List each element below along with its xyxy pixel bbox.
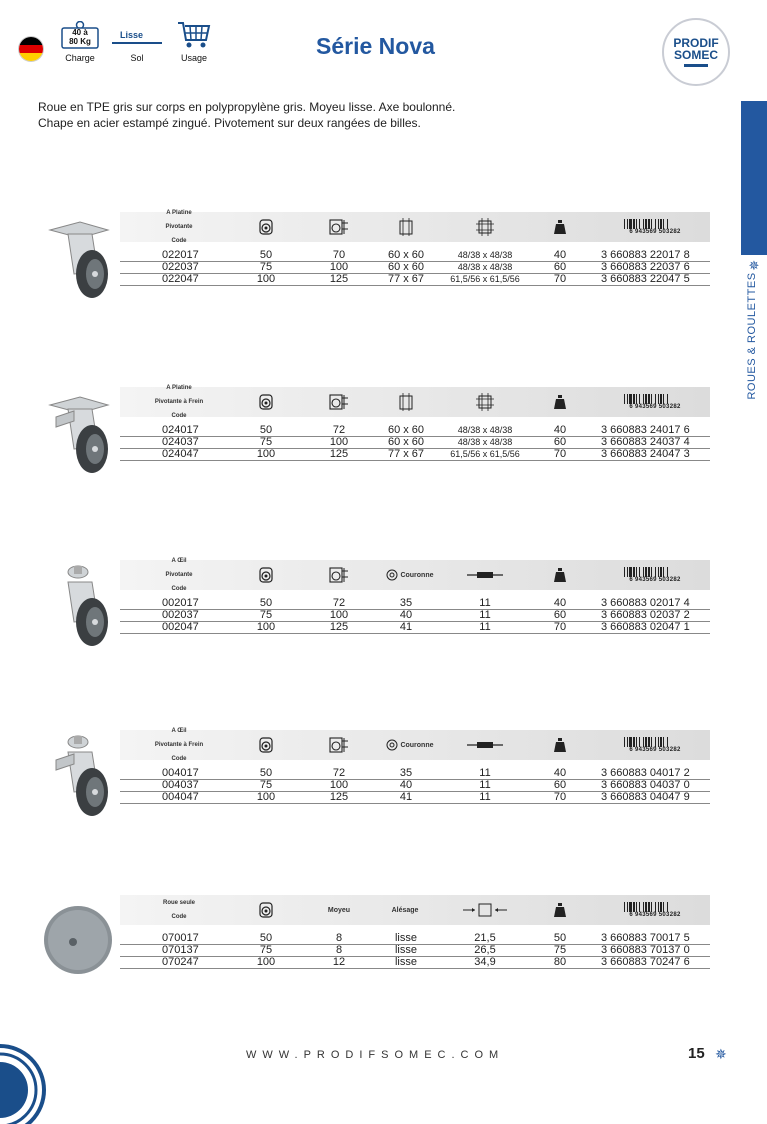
charge-label: Charge — [65, 53, 95, 63]
height-icon — [319, 560, 359, 590]
height-icon — [319, 212, 359, 242]
table-cell: 125 — [329, 273, 349, 285]
code-header-label: A Œil Pivotante à Frein Code — [154, 727, 204, 762]
table-row — [120, 448, 710, 460]
table-cell: 11 — [479, 609, 491, 621]
table-cell: 50 — [259, 424, 273, 436]
intro-text: Roue en TPE gris sur corps en polypropylène gris. Moyeu lisse. Axe boulonné. Chape en acier estampé zingué. Pivotement sur deux rangées de billes. — [38, 100, 456, 130]
table-cell: 61,5/56 x 61,5/56 — [450, 274, 520, 284]
table-cell: 070247 — [162, 956, 199, 968]
caster-image — [40, 212, 120, 302]
table-cell: 48/38 x 48/38 — [457, 437, 513, 447]
table-cell: 002047 — [162, 621, 199, 633]
table-cell: 60 — [553, 609, 567, 621]
table-header — [120, 727, 710, 762]
alesage-header: Alésage — [391, 906, 419, 914]
table-row — [120, 956, 710, 968]
wheel-diameter-icon — [246, 212, 286, 242]
table-cell: 48/38 x 48/38 — [457, 250, 513, 260]
table-cell: 070137 — [162, 944, 199, 956]
barcode-icon: 6 943569 503282 — [615, 387, 695, 417]
table-cell: 72 — [332, 597, 346, 609]
code-header-label: A Platine Pivotante à Frein Code — [154, 384, 204, 419]
product-block — [0, 209, 767, 302]
table-cell: 100 — [256, 956, 276, 968]
code-header-label: A Œil Pivotante Code — [165, 557, 193, 592]
table-cell: 40 — [553, 767, 567, 779]
table-row — [120, 791, 710, 803]
table-cell: 070017 — [162, 932, 199, 944]
height-icon — [319, 387, 359, 417]
table-cell: lisse — [394, 956, 417, 968]
table-cell: 100 — [329, 609, 349, 621]
caster-image — [40, 387, 120, 477]
table-cell: 11 — [479, 779, 491, 791]
table-cell: 80 — [553, 956, 567, 968]
footer-url[interactable]: WWW.PRODIFSOMEC.COM — [246, 1049, 505, 1061]
table-cell: 004037 — [162, 779, 199, 791]
table-row — [120, 932, 710, 944]
table-cell: 50 — [553, 932, 567, 944]
table-cell: 70 — [553, 273, 567, 285]
product-block — [0, 384, 767, 477]
table-row — [120, 273, 710, 285]
weight-icon — [540, 895, 580, 925]
table-cell: 75 — [259, 779, 273, 791]
table-cell: 35 — [399, 767, 413, 779]
row-divider — [120, 968, 710, 969]
table-cell: 70 — [553, 448, 567, 460]
table-cell: 11 — [479, 621, 491, 633]
weight-icon — [540, 560, 580, 590]
caster-image — [40, 730, 120, 820]
table-cell: 125 — [329, 448, 349, 460]
table-header — [120, 384, 710, 419]
table-cell: 100 — [256, 621, 276, 633]
wheel-icon: ✵ — [748, 258, 760, 273]
product-block — [0, 557, 767, 650]
axle-icon — [460, 560, 510, 590]
table-row — [120, 261, 710, 273]
axle-icon — [460, 730, 510, 760]
lisse-label: Lisse — [120, 30, 144, 40]
wheel-icon: ✵ — [715, 1046, 727, 1062]
table-cell: 004047 — [162, 791, 199, 803]
table-cell: 125 — [329, 621, 349, 633]
table-row — [120, 767, 710, 779]
table-cell: 48/38 x 48/38 — [457, 262, 513, 272]
table-cell: 002017 — [162, 597, 199, 609]
table-cell: 40 — [553, 424, 567, 436]
couronne-header: Couronne — [378, 730, 442, 760]
table-cell: 60 x 60 — [387, 436, 425, 448]
table-cell: 60 x 60 — [387, 261, 425, 273]
table-cell: 004017 — [162, 767, 199, 779]
table-row — [120, 779, 710, 791]
table-cell: 40 — [553, 597, 567, 609]
table-cell: 3 660883 22047 5 — [601, 273, 690, 285]
table-cell: 3 660883 22037 6 — [601, 261, 690, 273]
table-cell: 61,5/56 x 61,5/56 — [450, 449, 520, 459]
table-cell: 3 660883 70137 0 — [601, 944, 690, 956]
table-cell: 125 — [329, 791, 349, 803]
table-row — [120, 609, 710, 621]
table-cell: 50 — [259, 597, 273, 609]
table-row — [120, 249, 710, 261]
wheel-diameter-icon — [246, 387, 286, 417]
table-cell: 100 — [329, 436, 349, 448]
table-cell: 3 660883 70247 6 — [601, 956, 690, 968]
page-number: 15 — [688, 1045, 705, 1062]
barcode-icon: 6 943569 503282 — [615, 212, 695, 242]
table-cell: 8 — [335, 932, 343, 944]
product-block — [0, 727, 767, 820]
table-cell: 024037 — [162, 436, 199, 448]
table-cell: 3 660883 02047 1 — [601, 621, 690, 633]
table-cell: 70 — [553, 621, 567, 633]
table-cell: 70 — [553, 791, 567, 803]
table-row — [120, 621, 710, 633]
table-cell: 022047 — [162, 273, 199, 285]
table-cell: 3 660883 70017 5 — [601, 932, 690, 944]
row-divider — [120, 633, 710, 634]
table-cell: 11 — [479, 791, 491, 803]
table-cell: 12 — [332, 956, 346, 968]
hole-spacing-icon — [465, 387, 505, 417]
germany-flag-icon — [19, 37, 43, 61]
table-cell: 11 — [479, 597, 491, 609]
table-cell: 8 — [335, 944, 343, 956]
table-cell: lisse — [394, 944, 417, 956]
prodif-somec-logo: PRODIF SOMEC — [662, 18, 730, 86]
table-row — [120, 424, 710, 436]
product-block — [0, 895, 767, 985]
table-cell: 75 — [259, 609, 273, 621]
table-cell: 77 x 67 — [387, 448, 425, 460]
table-cell: 3 660883 02037 2 — [601, 609, 690, 621]
table-cell: 40 — [399, 609, 413, 621]
weight-icon — [540, 387, 580, 417]
table-cell: 100 — [329, 779, 349, 791]
table-cell: 41 — [399, 791, 413, 803]
page-title: Série Nova — [316, 33, 435, 59]
table-cell: 75 — [259, 261, 273, 273]
shopping-cart-icon — [176, 20, 212, 50]
table-cell: 60 x 60 — [387, 249, 425, 261]
table-cell: 3 660883 04047 9 — [601, 791, 690, 803]
plate-dimension-icon — [386, 387, 426, 417]
barcode-icon: 6 943569 503282 — [615, 895, 695, 925]
table-cell: 100 — [256, 791, 276, 803]
table-cell: 022037 — [162, 261, 199, 273]
table-cell: lisse — [394, 932, 417, 944]
table-cell: 75 — [259, 944, 273, 956]
table-cell: 11 — [479, 767, 491, 779]
table-header — [120, 895, 710, 925]
table-cell: 21,5 — [474, 932, 496, 944]
wheel-image — [40, 895, 120, 985]
table-cell: 70 — [332, 249, 346, 261]
wheel-diameter-icon — [246, 895, 286, 925]
table-cell: 75 — [259, 436, 273, 448]
floor-line-icon — [112, 42, 162, 44]
table-cell: 50 — [259, 249, 273, 261]
caster-image — [40, 560, 120, 650]
table-row — [120, 436, 710, 448]
barcode-icon: 6 943569 503282 — [615, 730, 695, 760]
wheel-diameter-icon — [246, 730, 286, 760]
table-cell: 50 — [259, 932, 273, 944]
table-cell: 60 — [553, 261, 567, 273]
table-cell: 60 x 60 — [387, 424, 425, 436]
plate-dimension-icon — [386, 212, 426, 242]
code-header-label: Roue seule Code — [162, 899, 195, 920]
table-cell: 26,5 — [474, 944, 496, 956]
table-header — [120, 209, 710, 244]
hole-spacing-icon — [465, 212, 505, 242]
usage-label: Usage — [180, 53, 207, 63]
table-cell: 100 — [329, 261, 349, 273]
table-cell: 50 — [259, 767, 273, 779]
table-cell: 3 660883 24037 4 — [601, 436, 690, 448]
weight-icon — [540, 730, 580, 760]
table-cell: 3 660883 24017 6 — [601, 424, 690, 436]
table-cell: 72 — [332, 767, 346, 779]
weight-icon — [540, 212, 580, 242]
table-cell: 3 660883 24047 3 — [601, 448, 690, 460]
table-cell: 48/38 x 48/38 — [457, 425, 513, 435]
table-cell: 024017 — [162, 424, 199, 436]
table-cell: 41 — [399, 621, 413, 633]
row-divider — [120, 460, 710, 461]
height-icon — [319, 730, 359, 760]
table-cell: 75 — [553, 944, 567, 956]
table-cell: 100 — [256, 273, 276, 285]
table-cell: 100 — [256, 448, 276, 460]
sol-label: Sol — [130, 53, 144, 63]
table-cell: 40 — [399, 779, 413, 791]
table-cell: 35 — [399, 597, 413, 609]
couronne-header: Couronne — [378, 560, 442, 590]
table-cell: 60 — [553, 436, 567, 448]
table-cell: 022017 — [162, 249, 199, 261]
table-cell: 77 x 67 — [387, 273, 425, 285]
table-cell: 3 660883 04037 0 — [601, 779, 690, 791]
table-cell: 024047 — [162, 448, 199, 460]
table-cell: 72 — [332, 424, 346, 436]
wheel-diameter-icon — [246, 560, 286, 590]
row-divider — [120, 803, 710, 804]
code-header-label: A Platine Pivotante Code — [165, 209, 193, 244]
side-tab-label: ROUES & ROULETTES — [746, 272, 758, 400]
table-cell: 60 — [553, 779, 567, 791]
table-cell: 3 660883 02017 4 — [601, 597, 690, 609]
weight-top-label: 40 à — [72, 28, 88, 37]
weight-bottom-label: 80 Kg — [69, 37, 91, 46]
table-row — [120, 597, 710, 609]
barcode-icon: 6 943569 503282 — [615, 560, 695, 590]
row-divider — [120, 285, 710, 286]
table-cell: 40 — [553, 249, 567, 261]
corner-arcs-icon — [0, 1030, 54, 1124]
bore-icon — [460, 895, 510, 925]
table-cell: 34,9 — [474, 956, 496, 968]
table-cell: 3 660883 22017 8 — [601, 249, 690, 261]
table-cell: 3 660883 04017 2 — [601, 767, 690, 779]
table-row — [120, 944, 710, 956]
moyeu-header: Moyeu — [327, 906, 351, 914]
table-header — [120, 557, 710, 592]
table-cell: 002037 — [162, 609, 199, 621]
